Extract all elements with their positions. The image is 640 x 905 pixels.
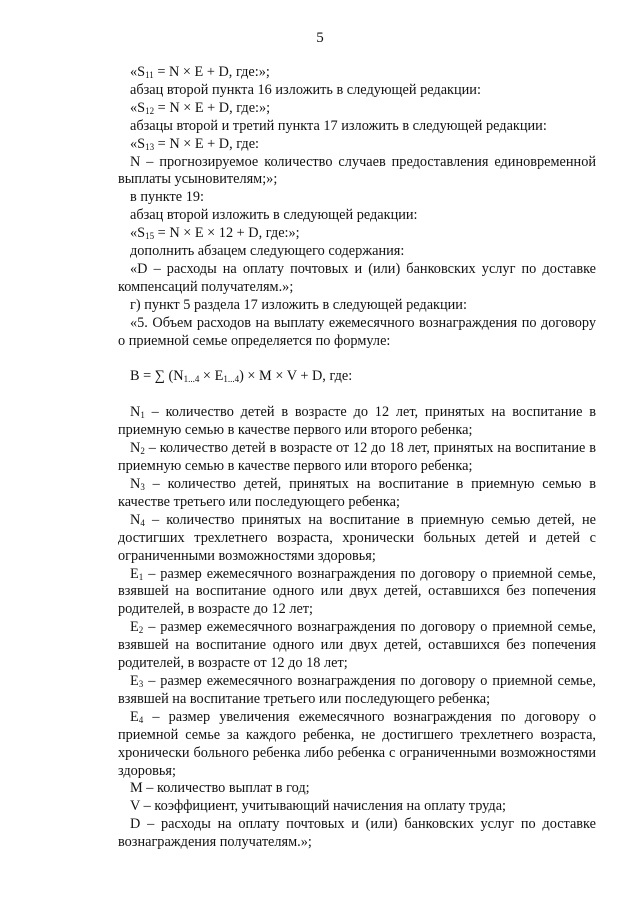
page-number: 5 <box>316 30 324 46</box>
paragraph: г) пункт 5 раздела 17 изложить в следующей редакции: <box>130 296 467 313</box>
definition-e1: $E_1$ – размер ежемесячного вознаграждения по договору о приемной семье, взявшей на воспитание одного или двух детей, оставшихся без попечения родителей, в возрасте до 12 лет; <box>118 565 596 618</box>
definition-d: D – расходы на оплату почтовых и (или) банковских услуг по доставке вознаграждения получателям.»; <box>118 816 596 851</box>
paragraph: «D – расходы на оплату почтовых и (или) банковских услуг по доставке компенсаций получателям.»; <box>118 260 596 295</box>
formula-line-s15: «$S_{15} = N \times E \times 12 + D$, где:»; <box>130 225 300 242</box>
definition-n1: $N_1$ – количество детей в возрасте до 12 лет, принятых на воспитание в приемную семью в качестве первого или второго ребенка; <box>118 404 596 439</box>
definition-m: M – количество выплат в год; <box>130 780 310 797</box>
definition-n3: $N_3$ – количество детей, принятых на воспитание в приемную семью в качестве третьего или последующего ребенка; <box>118 476 596 510</box>
main-formula: B = ∑ $(N_{1...4} \times E_{1...4}) \times M \times V + D$, где: <box>130 367 353 384</box>
paragraph: «5. Объем расходов на выплату ежемесячного вознаграждения по договору о приемной семье определяется по формуле: <box>118 314 596 349</box>
paragraph: абзац второй пункта 16 изложить в следующей редакции: <box>130 81 481 98</box>
definition-e3: $E_3$ – размер ежемесячного вознаграждения по договору о приемной семье, взявшей на воспитание третьего или последующего ребенка; <box>118 673 596 707</box>
definition-n2: $N_2$ – количество детей в возрасте от 12 до 18 лет, принятых на воспитание в приемную семью в качестве первого или второго ребенка; <box>118 440 596 475</box>
formula-line-s11: «$S_{11} = N \times E + D$, где:»; <box>130 64 270 80</box>
paragraph: N – прогнозируемое количество случаев предоставления единовременной выплаты усыновителям;»; <box>118 153 596 188</box>
definition-v: V – коэффициент, учитывающий начисления на оплату труда; <box>130 798 507 815</box>
definition-e4: $E_4$ – размер увеличения ежемесячного вознаграждения по договору о приемной семье за каждого ребенка, не достигшего трехлетнего возраста, хронически больного ребенка либо ребенка с ограниченными возможностями здоровья; <box>118 708 596 779</box>
document-body <box>118 64 596 852</box>
definition-e2: $E_2$ – размер ежемесячного вознаграждения по договору о приемной семье, взявшей на воспитание одного или двух детей, оставшихся без попечения родителей, в возрасте от 12 до 18 лет; <box>118 619 596 672</box>
formula-line-s13: «$S_{13} = N \times E + D$, где: <box>130 135 260 152</box>
definition-n4: $N_4$ – количество принятых на воспитание в приемную семью детей, не достигших трехлетнего возраста, хронически больных детей и детей с ограниченными возможностями здоровья; <box>118 511 596 564</box>
paragraph: в пункте 19: <box>130 189 204 206</box>
formula-line-s12: «$S_{12} = N \times E + D$, где:»; <box>130 99 271 116</box>
paragraph: абзац второй изложить в следующей редакции: <box>130 207 418 224</box>
paragraph: абзацы второй и третий пункта 17 изложить в следующей редакции: <box>130 117 547 134</box>
paragraph: дополнить абзацем следующего содержания: <box>130 243 405 260</box>
